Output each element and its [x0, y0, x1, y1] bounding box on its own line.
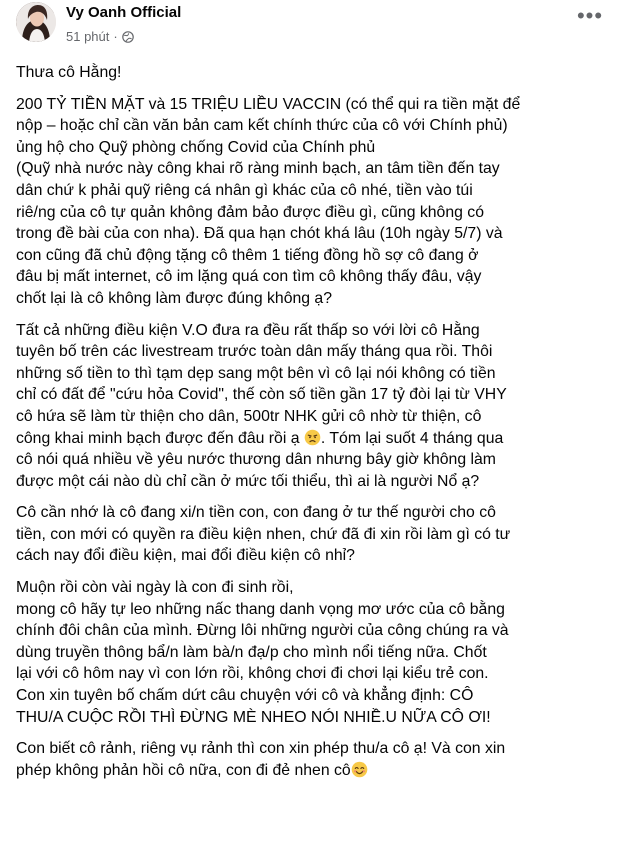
author-name[interactable]: Vy Oanh Official: [66, 4, 182, 21]
post-header: [16, 2, 608, 50]
author-avatar[interactable]: [16, 2, 56, 42]
globe-icon[interactable]: [122, 31, 134, 43]
post-meta: [66, 29, 134, 44]
post-time[interactable]: 51 phút: [66, 29, 110, 44]
post-paragraph: Thưa cô Hằng!: [16, 64, 122, 81]
post-paragraph-with-emoji: [16, 320, 614, 493]
post-body: [16, 62, 614, 791]
annoyed-face-emoji: [304, 429, 321, 446]
post-paragraph-with-emoji: [16, 738, 614, 781]
post-paragraph-part: . Tóm lại suốt 4 tháng qua cô nói quá nhiều về yêu nước thương dân nhưng bây giờ không làm được một cái nào dù chỉ cần ở mức tối thiểu, thì ai là người Nổ ạ?: [16, 429, 504, 490]
post-paragraph: Muộn rồi còn vài ngày là con đi sinh rồi, mong cô hãy tự leo những nấc thang danh vọng mơ ước của cô bằng chính đôi chân của mình. Đừng lôi những người của công chúng ra và dùng truyền thông bẩ/n làm bà/n đạ/p cho mình nổi tiếng nữa. Chốt lại với cô hôm nay vì con lớn rồi, không chơi đi chơi lại kiểu trẻ con. Con xin tuyên bố chấm dứt câu chuyện với cô và khẳng định: CÔ THU/A CUỘC RỒI THÌ ĐỪNG MÈ NHEO NÓI NHIỀ.U NỮA CÔ ƠI!: [16, 579, 509, 726]
more-options-icon[interactable]: •••: [576, 3, 604, 28]
post-paragraph-part: Con biết cô rảnh, riêng vụ rảnh thì con xin phép thu/a cô ạ! Và con xin phép không phản hồi cô nữa, con đi đẻ nhen cô: [16, 740, 506, 779]
meta-separator: ·: [113, 29, 118, 44]
post-paragraph: 200 TỶ TIỀN MẶT và 15 TRIỆU LIỀU VACCIN (có thể qui ra tiền mặt để nộp – hoặc chỉ cần văn bản cam kết chính thức của cô với Chính phủ) ủng hộ cho Quỹ phòng chống Covid của Chính phủ (Quỹ nhà nước này công khai rõ ràng minh bạch, an tâm tiền đến tay dân chứ k phải quỹ riêng cá nhân gì khác của cô nhé, tiền vào túi riê/ng của cô tự quản không đảm bảo được điều gì, cũng không có trong đề bài của con nha). Đã qua hạn chót khá lâu (10h ngày 5/7) và con cũng đã chủ động tặng cô thêm 1 tiếng đồng hồ sợ cô đang ở đâu bị mất internet, cô im lặng quá con tìm cô không thấy đâu, vậy chốt lại là cô không làm được đúng không ạ?: [16, 95, 521, 307]
post-paragraph-part: Tất cả những điều kiện V.O đưa ra đều rất thấp so với lời cô Hằng tuyên bố trên các livestream trước toàn dân mấy tháng qua rồi. Thôi những số tiền to thì tạm dẹp sang một bên vì cô lại nói không có tiền chỉ có đất để "cứu hỏa Covid", thế còn số tiền gần 17 tỷ đòi lại từ VHY cô hứa sẽ làm từ thiện cho dân, 500tr NHK gửi cô nhờ từ thiện, cô công khai minh bạch được đến đâu rồi ạ: [16, 321, 507, 447]
smiling-face-emoji: [351, 761, 368, 778]
post-paragraph: Cô cần nhớ là cô đang xi/n tiền con, con đang ở tư thế người cho cô tiền, con mới có quyền ra điều kiện nhen, chứ đã đi xin rồi làm gì có tư cách nay đổi điều kiện, mai đổi điều kiện cô nhỉ?: [16, 504, 511, 565]
